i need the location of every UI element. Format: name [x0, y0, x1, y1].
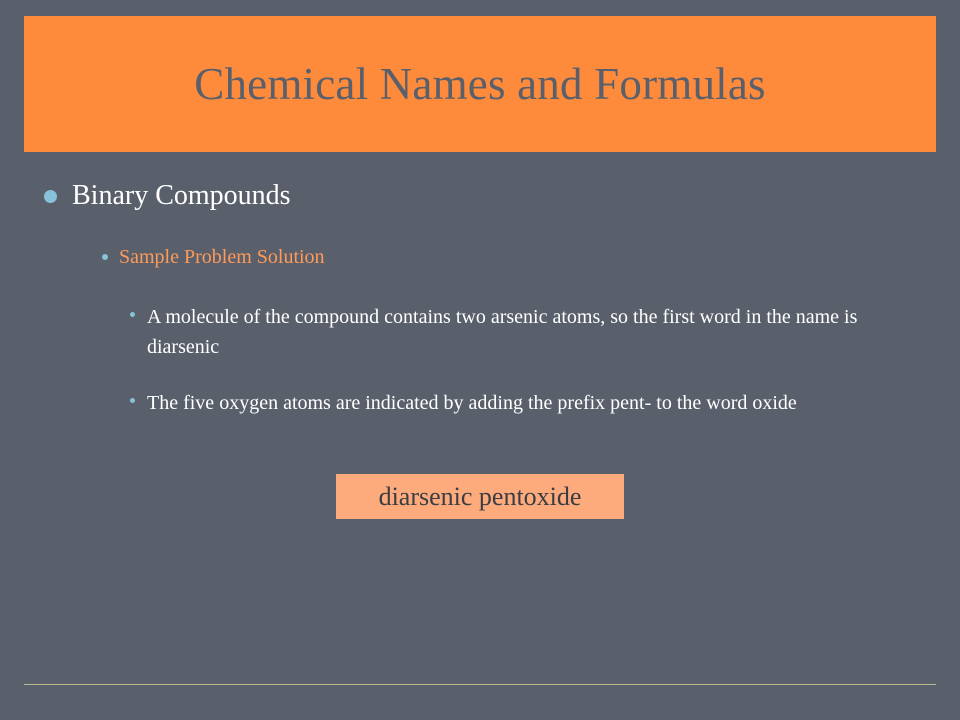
point-text: The five oxygen atoms are indicated by adding the prefix pent- to the word oxide — [147, 392, 797, 414]
bullet-dot-icon — [130, 398, 135, 403]
bullet-dot-icon — [44, 190, 57, 203]
point-text: A molecule of the compound contains two arsenic atoms, so the first word in the name is diarsenic — [147, 306, 858, 358]
bullet-dot-icon — [102, 254, 108, 260]
subheading-text: Sample Problem Solution — [119, 245, 325, 268]
answer-text: diarsenic pentoxide — [378, 481, 582, 511]
bullet-point — [130, 302, 900, 362]
title-bar — [24, 16, 936, 152]
slide-title: Chemical Names and Formulas — [194, 58, 766, 109]
bullet-level2 — [102, 244, 325, 270]
bullet-dot-icon — [130, 312, 135, 317]
bullet-level1 — [44, 176, 291, 216]
bullet-point — [130, 388, 900, 418]
heading-text: Binary Compounds — [72, 180, 291, 211]
footer-divider — [24, 684, 936, 685]
answer-box — [336, 474, 624, 519]
